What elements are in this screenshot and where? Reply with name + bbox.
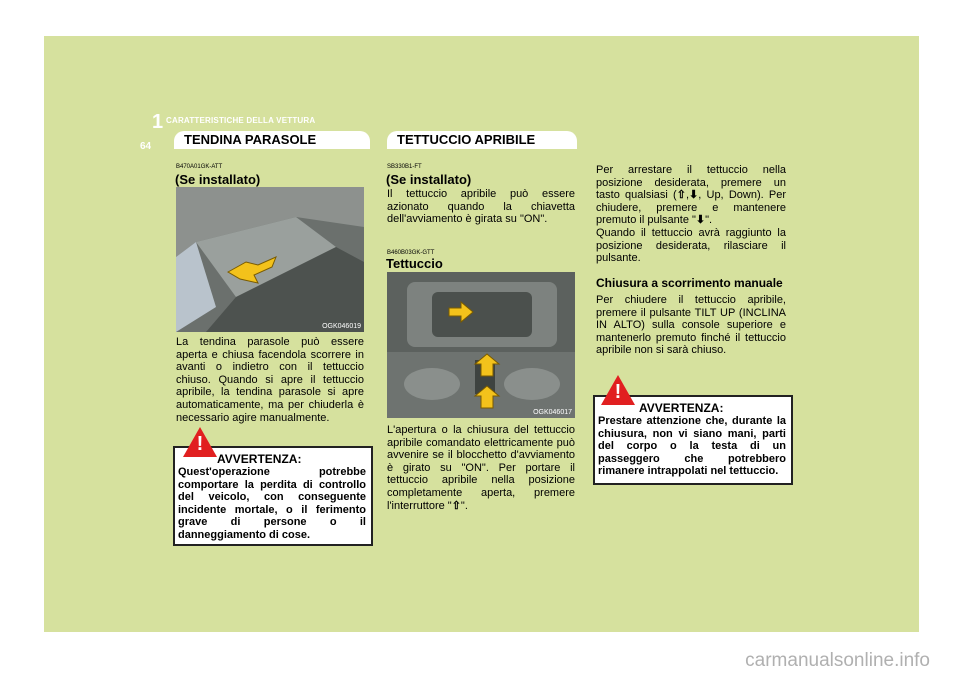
chapter-title: CARATTERISTICHE DELLA VETTURA [166, 116, 316, 125]
page-number: 64 [140, 141, 152, 152]
warning-title: AVVERTENZA: [639, 401, 724, 415]
manual-close-heading: Chiusura a scorrimento manuale [596, 276, 783, 290]
down-arrow-solid-icon: ⬇ [695, 214, 706, 227]
paragraph-text-d: ". [705, 214, 713, 227]
section-code: B470A01GK-ATT [176, 164, 223, 170]
manual-close-paragraph: Per chiudere il tettuccio apribile, premere il pulsante TILT UP (INCLINA IN ALTO) sulla console superiore e mantenerlo premuto finché il tettuccio apribile non si sarà chiuso. [596, 294, 786, 357]
warning-title: AVVERTENZA: [217, 452, 302, 466]
stop-close-paragraph [596, 164, 786, 265]
down-arrow-solid-icon: ⬇ [689, 189, 699, 202]
paragraph-text-e: Quando il tettuccio avrà raggiunto la posizione desiderata, rilasciare il pulsante. [596, 226, 786, 265]
paragraph-text: L'apertura o la chiusura del tettuccio apribile comandato elettricamente può avvenire se il blocchetto d'avviamento è girato su "ON". Per portare il tettuccio apribile nella posizione completamente aperta, premere l'interruttore " [387, 424, 575, 512]
section-code-1: SB330B1-FT [387, 164, 422, 170]
paragraph-text-end: ". [460, 499, 468, 512]
up-arrow-outline-icon: ⇧ [676, 189, 686, 202]
paragraph-text-c: , Up, Down). Per chiudere, premere e mantenere premuto il pulsante " [596, 189, 786, 227]
warning-text: Quest'operazione potrebbe comportare la perdita di controllo del veicolo, con conseguente incidente mortale, o il ferimento grave di persone o il danneggiamento di cose. [178, 466, 366, 541]
section-heading: (Se installato) [175, 172, 261, 187]
sunroof-intro-paragraph: Il tettuccio apribile può essere azionato quando la chiavetta dell'avviamento è girata su "ON". [387, 188, 575, 226]
sunshade-illustration [176, 187, 364, 332]
sunshade-photo [176, 187, 364, 332]
tab-tendina-parasole: TENDINA PARASOLE [174, 131, 370, 149]
warning-box-right [593, 395, 793, 485]
footer-watermark: carmanualsonline.info [745, 650, 930, 671]
section-heading-1: (Se installato) [386, 172, 472, 187]
sunroof-console-photo [387, 272, 575, 418]
warning-box-left [173, 446, 373, 546]
exclamation-icon: ! [614, 381, 622, 403]
tab-tettuccio-apribile: TETTUCCIO APRIBILE [387, 131, 577, 149]
section-heading-2: Tettuccio [386, 256, 443, 271]
paragraph-text-a: Per arrestare il tettuccio nella posizione desiderata, premere un tasto qualsiasi ( [596, 164, 786, 202]
sunroof-console-illustration [387, 272, 575, 418]
exclamation-icon: ! [196, 433, 204, 455]
up-arrow-outline-icon: ⇧ [451, 499, 461, 512]
warning-text: Prestare attenzione che, durante la chiusura, non vi siano mani, parti del corpo o la testa di un passeggero che potrebbero rimanere intrappolati nel tettuccio. [598, 415, 786, 478]
section-code-2: B460B03GK-GTT [387, 250, 435, 256]
paragraph-text-b: , [685, 189, 690, 202]
chapter-number: 1 [152, 111, 164, 133]
image-label: OGK046017 [533, 409, 572, 416]
sunroof-operation-paragraph [387, 424, 575, 512]
image-label: OGK046019 [322, 323, 361, 330]
sunshade-paragraph: La tendina parasole può essere aperta e chiusa facendola scorrere in avanti o indietro con il tettuccio chiuso. Quando si apre il tettuccio apribile, la tendina parasole si apre automaticamente, ma per chiuderla è necessario agire manualmente. [176, 336, 364, 424]
